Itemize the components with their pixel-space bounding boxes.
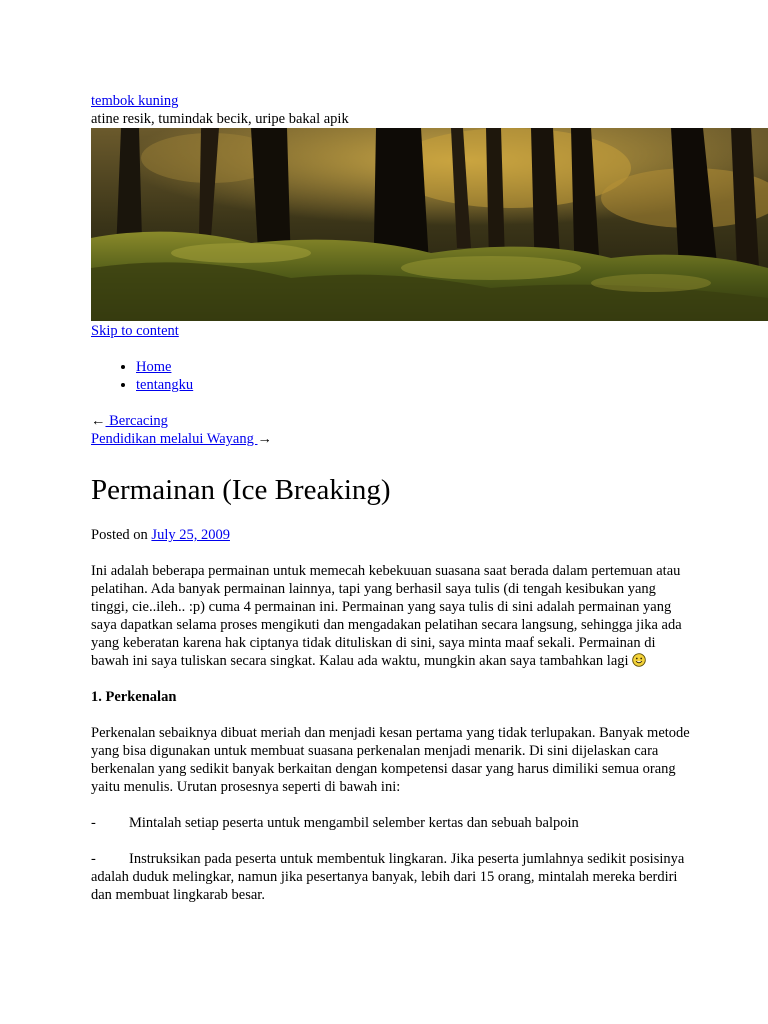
nav-link-home[interactable]: Home <box>136 359 172 375</box>
step-text: Instruksikan pada peserta untuk membentuk lingkaran. Jika peserta jumlahnya sedikit posisinya adalah duduk melingkar, namun jika pesertanya banyak, lebih dari 15 orang, mintalah mereka berdiri dan membuat lingkarab besar. <box>91 851 685 903</box>
step-item <box>91 850 691 904</box>
step-text: Mintalah setiap peserta untuk mengambil selember kertas dan sebuah balpoin <box>129 815 579 831</box>
prev-post <box>91 412 768 430</box>
section-heading-perkenalan: 1. Perkenalan <box>91 689 177 705</box>
nav-item-home <box>136 358 768 376</box>
next-post-link[interactable]: Pendidikan melalui Wayang <box>91 431 258 447</box>
header-forest-image <box>91 128 768 321</box>
post-date-link[interactable]: July 25, 2009 <box>151 527 230 543</box>
skip-to-content-link[interactable]: Skip to content <box>91 323 179 339</box>
page-wrapper <box>91 92 768 904</box>
post-meta <box>91 526 768 544</box>
site-tagline: atine resik, tumindak becik, uripe bakal apik <box>91 111 349 127</box>
dash-marker: - <box>91 815 96 831</box>
post-title: Permainan (Ice Breaking) <box>91 474 391 506</box>
main-nav <box>91 358 768 394</box>
post-navigation <box>91 412 768 448</box>
dash-marker: - <box>91 851 96 867</box>
post-intro-text: Ini adalah beberapa permainan untuk memecah kebekuuan suasana saat berada dalam pertemuan atau pelatihan. Ada banyak permainan lainnya, tapi yang berhasil saya tulis (di tengah kesibukan yang tinggi, cie..ileh.. :p) cuma 4 permainan ini. Permainan yang saya tulis di sini adalah permainan yang saya dapatkan selama proses mengikuti dan mengadakan pelatihan secara langsung, sehingga jika ada yang keberatan karena hak ciptanya tidak dituliskan di sini, saya minta maaf sekali. Permainan di bawah ini saya tuliskan secara singkat. Kalau ada waktu, mungkin akan saya tambahkan lagi <box>91 563 682 669</box>
step-item <box>91 814 691 832</box>
left-arrow-icon: ← <box>91 413 106 429</box>
right-arrow-icon: → <box>257 431 272 447</box>
site-title-link[interactable]: tembok kuning <box>91 93 179 109</box>
section-paragraph-perkenalan: Perkenalan sebaiknya dibuat meriah dan menjadi kesan pertama yang tidak terlupakan. Banyak metode yang bisa digunakan untuk membuat suasana perkenalan menjadi menarik. Di sini dijelaskan cara berkenalan yang sedikit banyak berkaitan dengan kompetensi dasar yang harus dimiliki semua orang yaitu menulis. Urutan prosesnya seperti di bawah ini: <box>91 725 690 795</box>
nav-link-tentangku[interactable]: tentangku <box>136 377 194 393</box>
next-post <box>91 430 768 448</box>
nav-item-tentangku <box>136 376 768 394</box>
post-intro-paragraph <box>91 562 691 670</box>
prev-post-link[interactable]: Bercacing <box>105 413 168 429</box>
smiley-icon <box>632 653 646 667</box>
posted-on-label: Posted on <box>91 527 152 543</box>
